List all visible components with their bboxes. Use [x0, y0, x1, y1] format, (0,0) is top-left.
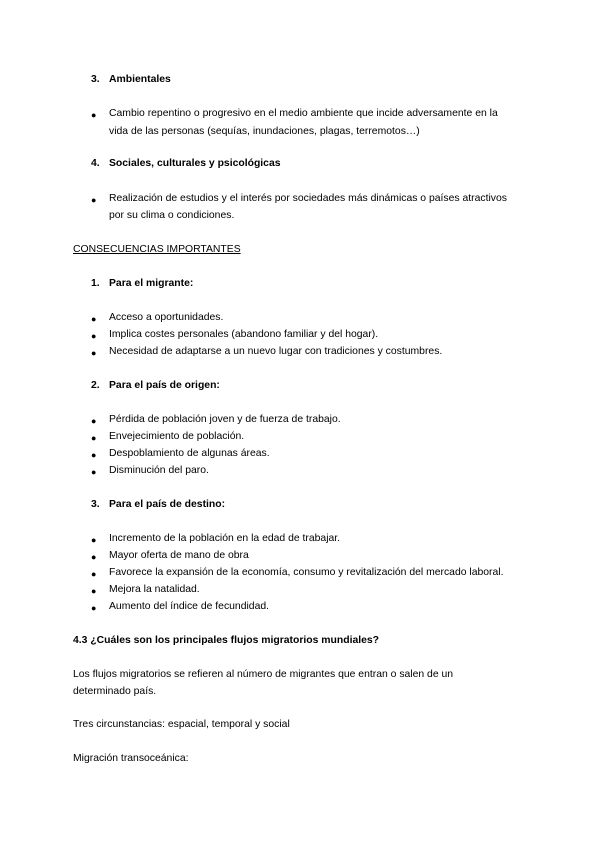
sociales-text-line1: Realización de estudios y el interés por sociedades más dinámicas o países atractivos — [109, 193, 507, 204]
bullet-icon: ● — [91, 314, 97, 324]
flujos-heading: 4.3 ¿Cuáles son los principales flujos migratorios mundiales? — [73, 635, 380, 646]
sociales-text-line2: por su clima o condiciones. — [109, 210, 235, 221]
bullet-icon: ● — [91, 586, 97, 596]
bullet-icon: ● — [91, 195, 97, 205]
transoceanica-text: Migración transoceánica: — [73, 753, 189, 764]
bullet-icon: ● — [91, 433, 97, 443]
section-title-origen: Para el país de origen: — [109, 380, 220, 391]
section-title-sociales: Sociales, culturales y psicológicas — [109, 158, 281, 169]
bullet-icon: ● — [91, 603, 97, 613]
bullet-icon: ● — [91, 552, 97, 562]
section-number: 4. — [91, 158, 100, 169]
bullet-icon: ● — [91, 416, 97, 426]
bullet-icon: ● — [91, 467, 97, 477]
bullet-icon: ● — [91, 331, 97, 341]
ambientales-text-line2: vida de las personas (sequías, inundaciones, plagas, terremotos…) — [109, 126, 420, 137]
bullet-icon: ● — [91, 110, 97, 120]
section-number: 3. — [91, 74, 100, 85]
section-number: 3. — [91, 499, 100, 510]
consecuencias-heading: CONSECUENCIAS IMPORTANTES — [73, 244, 241, 255]
list-item: Aumento del índice de fecundidad. — [109, 601, 270, 612]
list-item: Implica costes personales (abandono familiar y del hogar). — [109, 329, 379, 340]
list-item: Mayor oferta de mano de obra — [109, 550, 249, 561]
bullet-icon: ● — [91, 348, 97, 358]
circunstancias-text: Tres circunstancias: espacial, temporal y social — [73, 719, 290, 730]
list-item: Favorece la expansión de la economía, consumo y revitalización del mercado laboral. — [109, 567, 504, 578]
list-item: Despoblamiento de algunas áreas. — [109, 448, 270, 459]
flujos-paragraph-line1: Los flujos migratorios se refieren al número de migrantes que entran o salen de un — [73, 669, 454, 680]
flujos-paragraph-line2: determinado país. — [73, 686, 157, 697]
list-item: Necesidad de adaptarse a un nuevo lugar con tradiciones y costumbres. — [109, 346, 443, 357]
list-item: Disminución del paro. — [109, 465, 209, 476]
section-title-ambientales: Ambientales — [109, 74, 171, 85]
list-item: Pérdida de población joven y de fuerza de trabajo. — [109, 414, 341, 425]
section-number: 1. — [91, 278, 100, 289]
bullet-icon: ● — [91, 450, 97, 460]
section-title-destino: Para el país de destino: — [109, 499, 226, 510]
ambientales-text-line1: Cambio repentino o progresivo en el medio ambiente que incide adversamente en la — [109, 108, 498, 119]
section-number: 2. — [91, 380, 100, 391]
list-item: Acceso a oportunidades. — [109, 312, 224, 323]
section-title-migrante: Para el migrante: — [109, 278, 194, 289]
list-item: Mejora la natalidad. — [109, 584, 200, 595]
list-item: Envejecimiento de población. — [109, 431, 245, 442]
bullet-icon: ● — [91, 569, 97, 579]
bullet-icon: ● — [91, 535, 97, 545]
list-item: Incremento de la población en la edad de trabajar. — [109, 533, 341, 544]
